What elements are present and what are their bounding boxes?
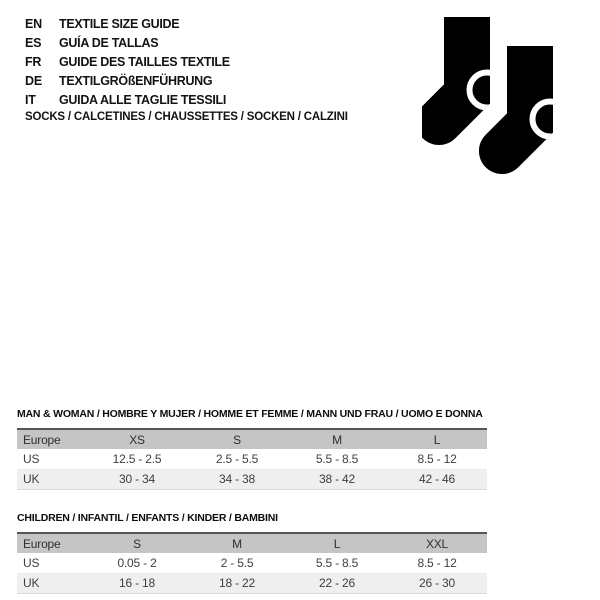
size-value: 38 - 42 bbox=[319, 472, 355, 486]
size-table-man-woman bbox=[17, 408, 487, 490]
column-header: L bbox=[387, 429, 487, 449]
table-row bbox=[17, 469, 487, 489]
size-table bbox=[17, 532, 487, 594]
size-value: 12.5 - 2.5 bbox=[112, 451, 162, 466]
table-row bbox=[17, 553, 487, 573]
table-title: CHILDREN / INFANTIL / ENFANTS / KINDER / BAMBINI bbox=[17, 512, 278, 524]
size-value: 5.5 - 8.5 bbox=[315, 555, 359, 570]
column-header: M bbox=[187, 533, 287, 553]
language-code: IT bbox=[25, 92, 36, 107]
language-label: GUIDA ALLE TAGLIE TESSILI bbox=[59, 92, 227, 107]
language-label: GUÍA DE TALLAS bbox=[59, 35, 159, 50]
language-code: FR bbox=[25, 54, 42, 69]
size-table-children bbox=[17, 512, 487, 594]
size-value: 30 - 34 bbox=[119, 472, 155, 486]
size-value: 8.5 - 12 bbox=[417, 555, 457, 570]
region-label: US bbox=[23, 555, 40, 570]
column-header: XXL bbox=[387, 533, 487, 553]
language-row bbox=[25, 71, 230, 90]
size-value: 0.05 - 2 bbox=[117, 555, 157, 570]
language-list bbox=[25, 14, 230, 109]
language-label: TEXTILE SIZE GUIDE bbox=[59, 16, 180, 31]
column-header: S bbox=[87, 533, 187, 553]
language-code: EN bbox=[25, 16, 42, 31]
size-value: 26 - 30 bbox=[419, 576, 455, 590]
language-label: TEXTILGRÖßENFÜHRUNG bbox=[59, 73, 213, 88]
language-code: ES bbox=[25, 35, 42, 50]
column-header: Europe bbox=[17, 429, 87, 449]
language-row bbox=[25, 52, 230, 71]
socks-icon bbox=[422, 17, 557, 177]
region-label: UK bbox=[23, 576, 40, 590]
language-row bbox=[25, 14, 230, 33]
size-value: 22 - 26 bbox=[319, 576, 355, 590]
size-value: 5.5 - 8.5 bbox=[315, 451, 359, 466]
column-header: XS bbox=[87, 429, 187, 449]
table-row bbox=[17, 573, 487, 593]
language-label: GUIDE DES TAILLES TEXTILE bbox=[59, 54, 230, 69]
size-value: 2.5 - 5.5 bbox=[215, 451, 259, 466]
language-row bbox=[25, 33, 230, 52]
size-value: 34 - 38 bbox=[219, 472, 255, 486]
language-code: DE bbox=[25, 73, 42, 88]
size-value: 42 - 46 bbox=[419, 472, 455, 486]
table-row bbox=[17, 449, 487, 469]
size-value: 16 - 18 bbox=[119, 576, 155, 590]
table-title: MAN & WOMAN / HOMBRE Y MUJER / HOMME ET FEMME / MANN UND FRAU / UOMO E DONNA bbox=[17, 408, 483, 420]
region-label: US bbox=[23, 451, 40, 466]
size-table bbox=[17, 428, 487, 490]
language-row bbox=[25, 90, 230, 109]
column-header: M bbox=[287, 429, 387, 449]
table-header-row bbox=[17, 429, 487, 449]
sock-front bbox=[479, 46, 557, 174]
column-header: Europe bbox=[17, 533, 87, 553]
category-title: SOCKS / CALCETINES / CHAUSSETTES / SOCKEN / CALZINI bbox=[25, 111, 348, 123]
size-value: 18 - 22 bbox=[219, 576, 255, 590]
region-label: UK bbox=[23, 472, 40, 486]
column-header: L bbox=[287, 533, 387, 553]
size-value: 8.5 - 12 bbox=[417, 451, 457, 466]
sock-back bbox=[422, 17, 505, 145]
table-header-row bbox=[17, 533, 487, 553]
column-header: S bbox=[187, 429, 287, 449]
size-value: 2 - 5.5 bbox=[220, 555, 254, 570]
